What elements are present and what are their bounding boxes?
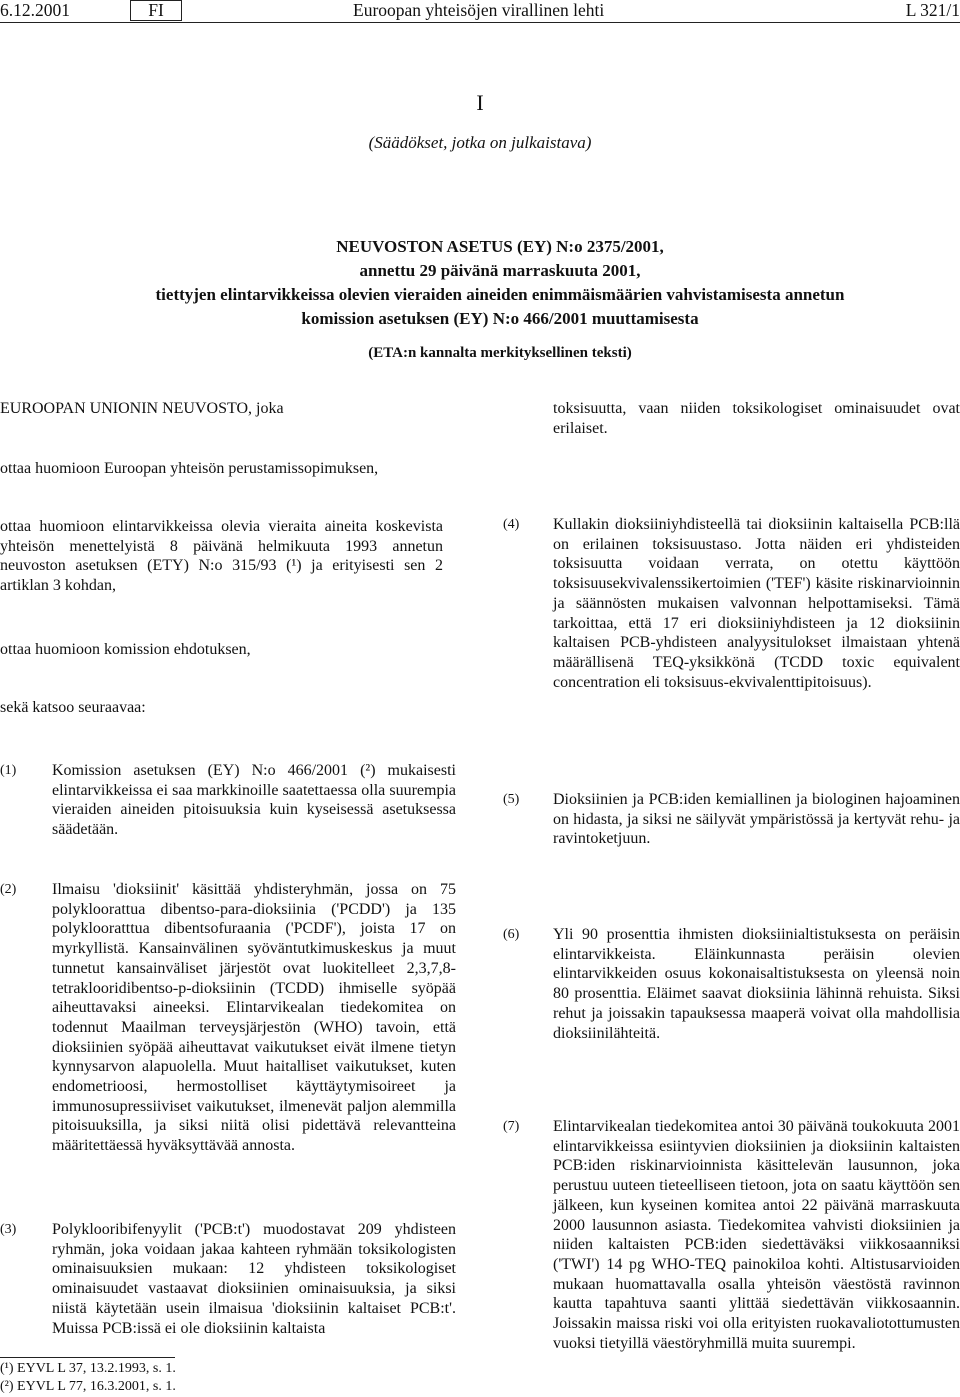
recital-text: Ilmaisu 'dioksiinit' käsittää yhdisteryhmän, jossa on 75 polykloorattua dibentso-para-dioksiinia ('PCDD') ja 135 polyklooratttua dibentsofuraania ('PCDF'), joista 17 on myrkyllistä. Kansainvälinen syöväntutkimuskeskus ja muut tunnetut kansainväliset järjestöt ovat luokitelleet 2,3,7,8-tetraklooridibentso-p-dioksiinin (TCDD) ihmiselle syöpää aiheuttavaksi aineeksi. Elintarvikealan tiedekomitea on todennut Maailman terveysjärjestön (WHO) tavoin, että dioksiinien syöpää aiheuttavat vaikutukset eivät ilmene tietyn kynnysarvon alapuolella. Muut haitalliset vaikutukset, kuten endometrioosi, hermostolliset käyttäytymisoireet ja immunosupressiiviset vaikutukset, ilmenevät paljon alemmilla pitoisuuksilla, ja siksi niitä olisi pidettävä relevantteina määritettäessä hyväksyttävää annosta. [52, 881, 456, 1155]
recital-text: Kullakin dioksiiniyhdisteellä tai dioksiinin kaltaisella PCB:llä on erilainen toksisuustaso. Jotta näiden eri yhdisteiden toksisuutta voidaan verrata, on otettu käyttöön toksisuusekvivalenssikertoimien ('TEF') käsite riskinarvioinnin ja säännösten mukaisen valvonnan helpottamiseksi. Tämä tarkoittaa, että 17 eri dioksiiniyhdisteen ja 12 dioksiinin kaltaisen PCB-yhdisteen analyysitulokset ilmaistaan yhtenä määrällisenä TEQ-yksikkönä (TCDD toxic equivalent concentration eli toksisuus-ekvivalenttipitoisuus). [553, 516, 960, 691]
recital-6 [503, 925, 960, 1045]
publication-date: 6.12.2001 [0, 0, 70, 20]
recital-number: (6) [503, 927, 520, 942]
title-line-4: komission asetuksen (EY) N:o 466/2001 muuttamisesta [301, 309, 699, 328]
title-line-1: NEUVOSTON ASETUS (EY) N:o 2375/2001, [336, 237, 664, 256]
recital-number: (5) [503, 792, 520, 807]
council-line: EUROOPAN UNIONIN NEUVOSTO, joka [0, 400, 284, 417]
recital-text: Dioksiinien ja PCB:iden kemiallinen ja biologinen hajoaminen on hidasta, ja siksi ne säilyvät ympäristössä ja kertyvät rehu- ja ravintoketjuun. [553, 791, 960, 848]
page-header [0, 0, 960, 22]
title-line-3: tiettyjen elintarvikkeissa olevien vieraiden aineiden enimmäismäärien vahvistamisesta annetun [155, 285, 845, 304]
recital-4 [503, 515, 960, 715]
language-code: FI [130, 0, 182, 21]
recital-number: (1) [0, 763, 17, 778]
preamble-paragraph-3: ottaa huomioon komission ehdotuksen, [0, 641, 251, 658]
recital-number: (4) [503, 517, 520, 532]
section-subtitle: (Säädökset, jotka on julkaistava) [368, 133, 592, 152]
recital-3-continued: toksisuutta, vaan niiden toksikologiset ominaisuudet ovat erilaiset. [553, 400, 960, 437]
recital-number: (2) [0, 882, 17, 897]
recital-text: Komission asetuksen (EY) N:o 466/2001 (²) mukaisesti elintarvikkeissa ei saa markkinoille saatettaessa olla suurempia vieraiden aineiden pitoisuuksia kuin kyseisessä asetuksessa säädetään. [52, 762, 456, 839]
journal-title: Euroopan yhteisöjen virallinen lehti [353, 0, 605, 20]
footnote-mark: (²) [0, 1379, 14, 1394]
preamble-paragraph-2: ottaa huomioon elintarvikkeissa olevia vieraita aineita koskevista yhteisön menettelyistä 8 päivänä helmikuuta 1993 annetun neuvoston asetuksen (ETY) N:o 315/93 (¹) ja erityisesti sen 2 artiklan 3 kohdan, [0, 518, 443, 595]
header-rule [0, 22, 960, 23]
recital-7 [503, 1117, 960, 1392]
recital-1 [0, 761, 456, 841]
recital-text: Elintarvikealan tiedekomitea antoi 30 päivänä toukokuuta 2001 elintarvikkeissa esiintyvien dioksiinien ja dioksiinin kaltaisten PCB:iden riskinarvioinnista käsittelevän lausunnon, joka perustuu uuteen tieteelliseen tietoon, jota on saatu käyttöön sen jälkeen, kun kyseinen komitea antoi 22 päivänä marraskuuta 2000 lausunnon asiasta. Tiedekomitea vahvisti dioksiinien ja niiden kaltaisten PCB:iden siedettäväksi viikkosaanniksi ('TWI') 14 pg WHO-TEQ painokiloa kohti. Altistusarvioiden mukaan huomattavalla osalla yhteisön väestöstä ravinnon kautta tapahtuva saanti ylittää siedettävän viikkosaannin. Joissakin maissa riski voi olla erityisten ruokavaliotottumusten vuoksi tietyillä väestöryhmillä muita suurempi. [553, 1118, 960, 1352]
footnote-rule [0, 1357, 175, 1358]
section-numeral: I [476, 90, 484, 115]
recital-number: (3) [0, 1222, 17, 1237]
recital-3 [0, 1220, 456, 1350]
recital-number: (7) [503, 1119, 520, 1134]
recital-text: Yli 90 prosenttia ihmisten dioksiinialtistuksesta on peräisin elintarvikkeista. Eläinkunnasta peräisin olevien elintarvikkeiden osuus kokonaisaltistuksesta on yleensä noin 80 prosenttia. Eläimet saavat dioksiinia lähinnä rehuista. Siksi rehut ja joissakin tapauksessa maaperä voivat olla mahdollisia dioksiinilähteitä. [553, 926, 960, 1042]
regulation-title [0, 235, 960, 331]
recital-text: Polyklooribifenyylit ('PCB:t') muodostavat 209 yhdisteen ryhmän, joka voidaan jakaa kahteen ryhmään toksikologisten ominaisuuksien mukaan: 12 yhdisteen toksikologiset ominaisuudet vastaavat dioksiinien ominaisuuksia, ja siksi niistä käytetään usein ilmaisua 'dioksiinin kaltaiset PCB:t'. Muissa PCB:issä ei ole dioksiinin kaltaista [52, 1221, 456, 1337]
footnote-1 [0, 1361, 176, 1376]
preamble-paragraph-4: sekä katsoo seuraavaa: [0, 699, 146, 716]
eta-relevance: (ETA:n kannalta merkityksellinen teksti) [368, 345, 632, 361]
recital-5 [503, 790, 960, 850]
page-reference: L 321/1 [905, 0, 960, 20]
footnote-text: EYVL L 77, 16.3.2001, s. 1. [17, 1379, 176, 1394]
preamble-paragraph-1: ottaa huomioon Euroopan yhteisön perustamissopimuksen, [0, 460, 379, 477]
title-line-2: annettu 29 päivänä marraskuuta 2001, [359, 261, 641, 280]
footnote-mark: (¹) [0, 1361, 14, 1376]
recital-2 [0, 880, 456, 1180]
footnote-2 [0, 1379, 176, 1394]
footnote-text: EYVL L 37, 13.2.1993, s. 1. [17, 1361, 176, 1376]
